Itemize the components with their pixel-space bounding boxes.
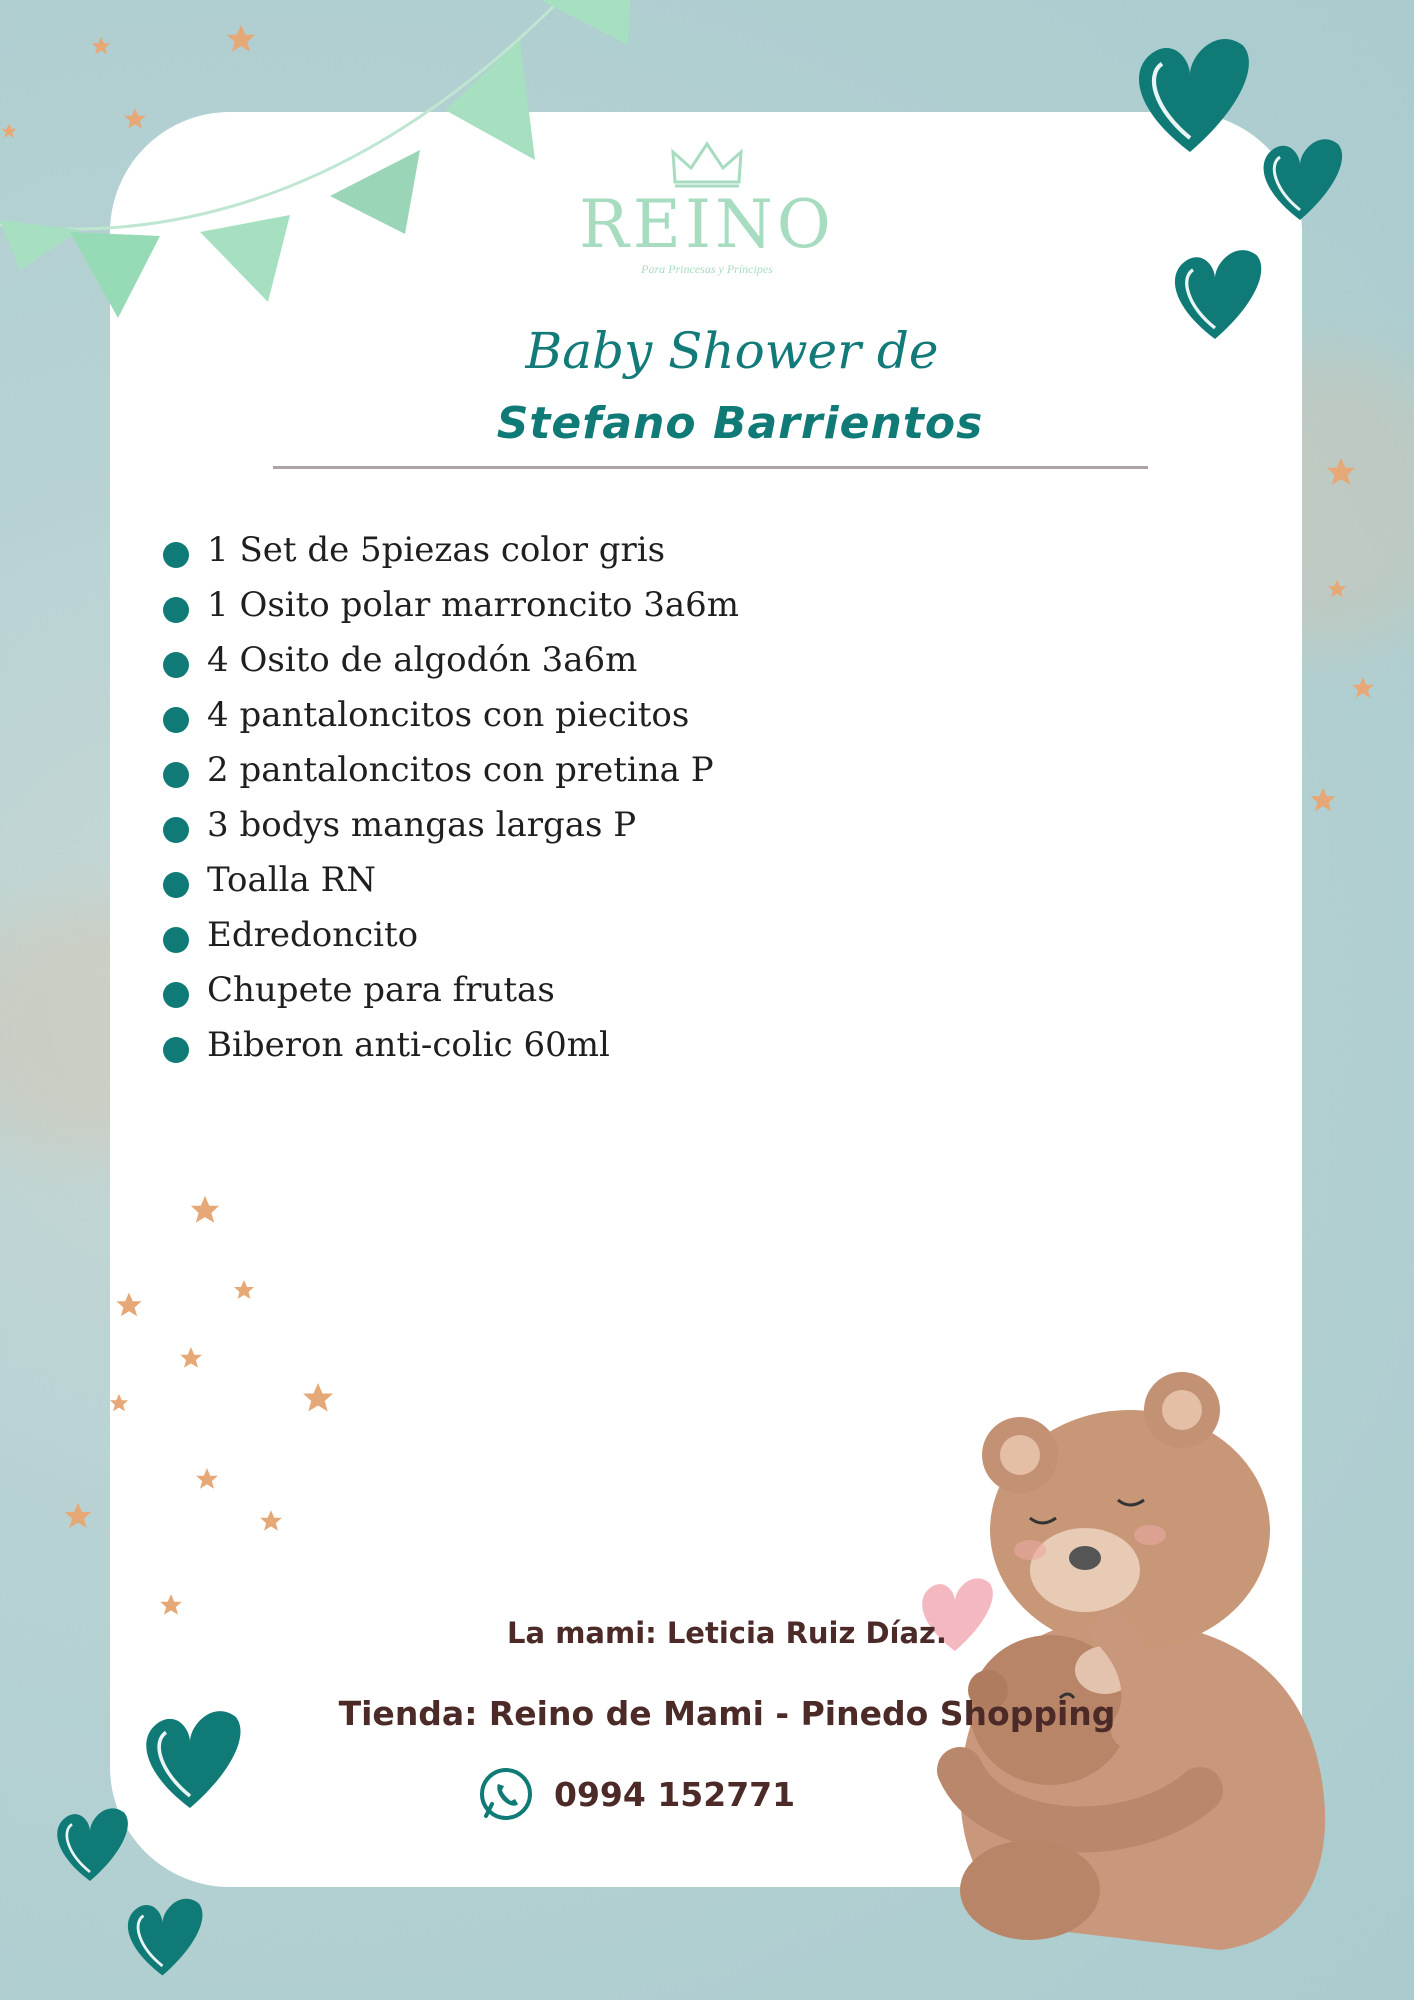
divider [273, 466, 1148, 469]
list-item [163, 577, 739, 632]
list-item-label: 4 pantaloncitos con piecitos [207, 694, 690, 735]
star-icon [1350, 675, 1376, 701]
whatsapp-icon [478, 1766, 534, 1822]
list-item [163, 687, 739, 742]
list-item-label: 1 Osito polar marroncito 3a6m [207, 584, 740, 625]
list-item [163, 797, 739, 852]
brand-name: REINO [579, 186, 835, 263]
title-line-2: Stefano Barrientos [496, 398, 984, 449]
star-icon [62, 1500, 94, 1532]
mother-name: La mami: Leticia Ruiz Díaz. [507, 1616, 947, 1650]
bullet-icon [163, 707, 189, 733]
star-icon [1308, 785, 1338, 815]
crown-icon [669, 138, 745, 190]
list-item-label: 2 pantaloncitos con pretina P [207, 749, 714, 790]
bullet-icon [163, 872, 189, 898]
gift-list [163, 522, 739, 1072]
star-icon [188, 1193, 222, 1227]
phone-contact[interactable] [478, 1766, 795, 1822]
list-item [163, 907, 739, 962]
list-item [163, 522, 739, 577]
list-item-label: Chupete para frutas [207, 969, 555, 1010]
store-name: Tienda: Reino de Mami - Pinedo Shopping [338, 1694, 1116, 1733]
list-item [163, 1017, 739, 1072]
list-item [163, 962, 739, 1017]
brand-logo [0, 138, 1414, 277]
heart-icon [45, 1800, 135, 1890]
list-item-label: Biberon anti-colic 60ml [207, 1024, 610, 1065]
phone-number: 0994 152771 [554, 1774, 796, 1814]
star-icon [232, 1278, 256, 1302]
star-icon [1324, 455, 1358, 489]
bear-hug-illustration [900, 1370, 1400, 1970]
list-item-label: Edredoncito [207, 914, 419, 955]
heart-icon [115, 1890, 210, 1985]
list-item [163, 852, 739, 907]
star-icon [258, 1508, 284, 1534]
bullet-icon [163, 1037, 189, 1063]
bullet-icon [163, 817, 189, 843]
list-item-label: Toalla RN [207, 859, 376, 900]
star-icon [224, 22, 258, 56]
list-item-label: 4 Osito de algodón 3a6m [207, 639, 638, 680]
star-icon [300, 1380, 336, 1416]
bullet-icon [163, 542, 189, 568]
bullet-icon [163, 597, 189, 623]
star-icon [90, 35, 112, 57]
star-icon [114, 1290, 144, 1320]
star-icon [1326, 578, 1348, 600]
list-item [163, 632, 739, 687]
list-item-label: 3 bodys mangas largas P [207, 804, 637, 845]
bullet-icon [163, 927, 189, 953]
title-line-1: Baby Shower de [525, 322, 939, 380]
star-icon [178, 1345, 204, 1371]
list-item-label: 1 Set de 5piezas color gris [207, 529, 666, 570]
brand-tagline: Para Princesas y Príncipes [641, 262, 773, 276]
list-item [163, 742, 739, 797]
star-icon [122, 106, 148, 132]
star-icon [108, 1392, 130, 1414]
bullet-icon [163, 652, 189, 678]
bullet-icon [163, 762, 189, 788]
star-icon [158, 1592, 184, 1618]
bullet-icon [163, 982, 189, 1008]
star-icon [194, 1466, 220, 1492]
